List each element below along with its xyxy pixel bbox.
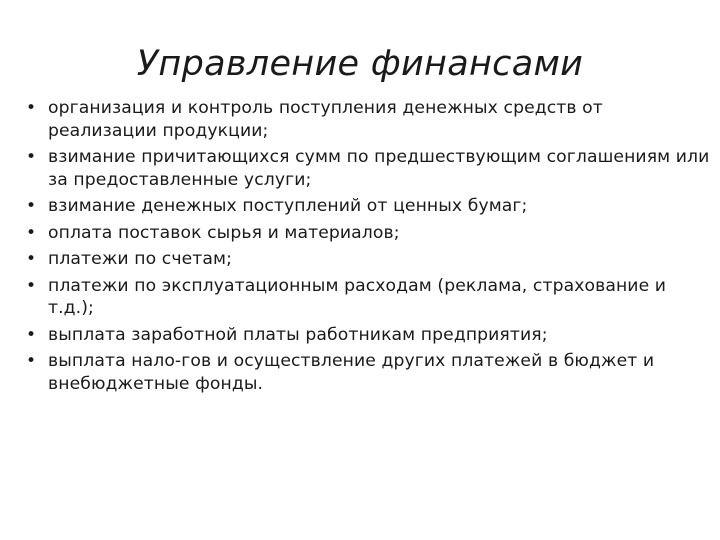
list-item-text: платежи по эксплуатационным расходам (реклама, страхование и т.д.); xyxy=(48,275,667,318)
list-item xyxy=(26,222,716,245)
bullet-icon: • xyxy=(26,147,37,167)
list-item-text: выплата заработной платы работникам предприятия; xyxy=(48,324,548,345)
list-item xyxy=(26,324,716,347)
list-item xyxy=(26,97,716,142)
list-item xyxy=(26,146,716,191)
bullet-icon: • xyxy=(26,196,37,216)
bullet-icon: • xyxy=(26,275,37,296)
list-item xyxy=(26,350,716,395)
list-item xyxy=(26,195,716,218)
bullet-icon: • xyxy=(26,324,37,345)
list-item xyxy=(26,248,716,271)
list-item-text: взимание причитающихся сумм по предшествующим соглашениям или за предоставленные услуги; xyxy=(48,147,710,190)
list-item-text: оплата поставок сырья и материалов; xyxy=(48,222,400,243)
list-item-text: взимание денежных поступлений от ценных бумаг; xyxy=(48,196,528,216)
list-item-text: выплата нало-гов и осуществление других платежей в бюджет и внебюджетные фонды. xyxy=(48,351,655,394)
list-item xyxy=(26,275,716,320)
slide-title: Управление финансами xyxy=(136,44,584,84)
bullet-list xyxy=(26,97,716,399)
bullet-icon: • xyxy=(26,249,37,269)
bullet-icon: • xyxy=(26,98,37,118)
bullet-icon: • xyxy=(26,351,37,371)
list-item-text: организация и контроль поступления денежных средств от реализации продукции; xyxy=(48,98,603,141)
bullet-icon: • xyxy=(26,222,37,243)
list-item-text: платежи по счетам; xyxy=(48,249,232,269)
